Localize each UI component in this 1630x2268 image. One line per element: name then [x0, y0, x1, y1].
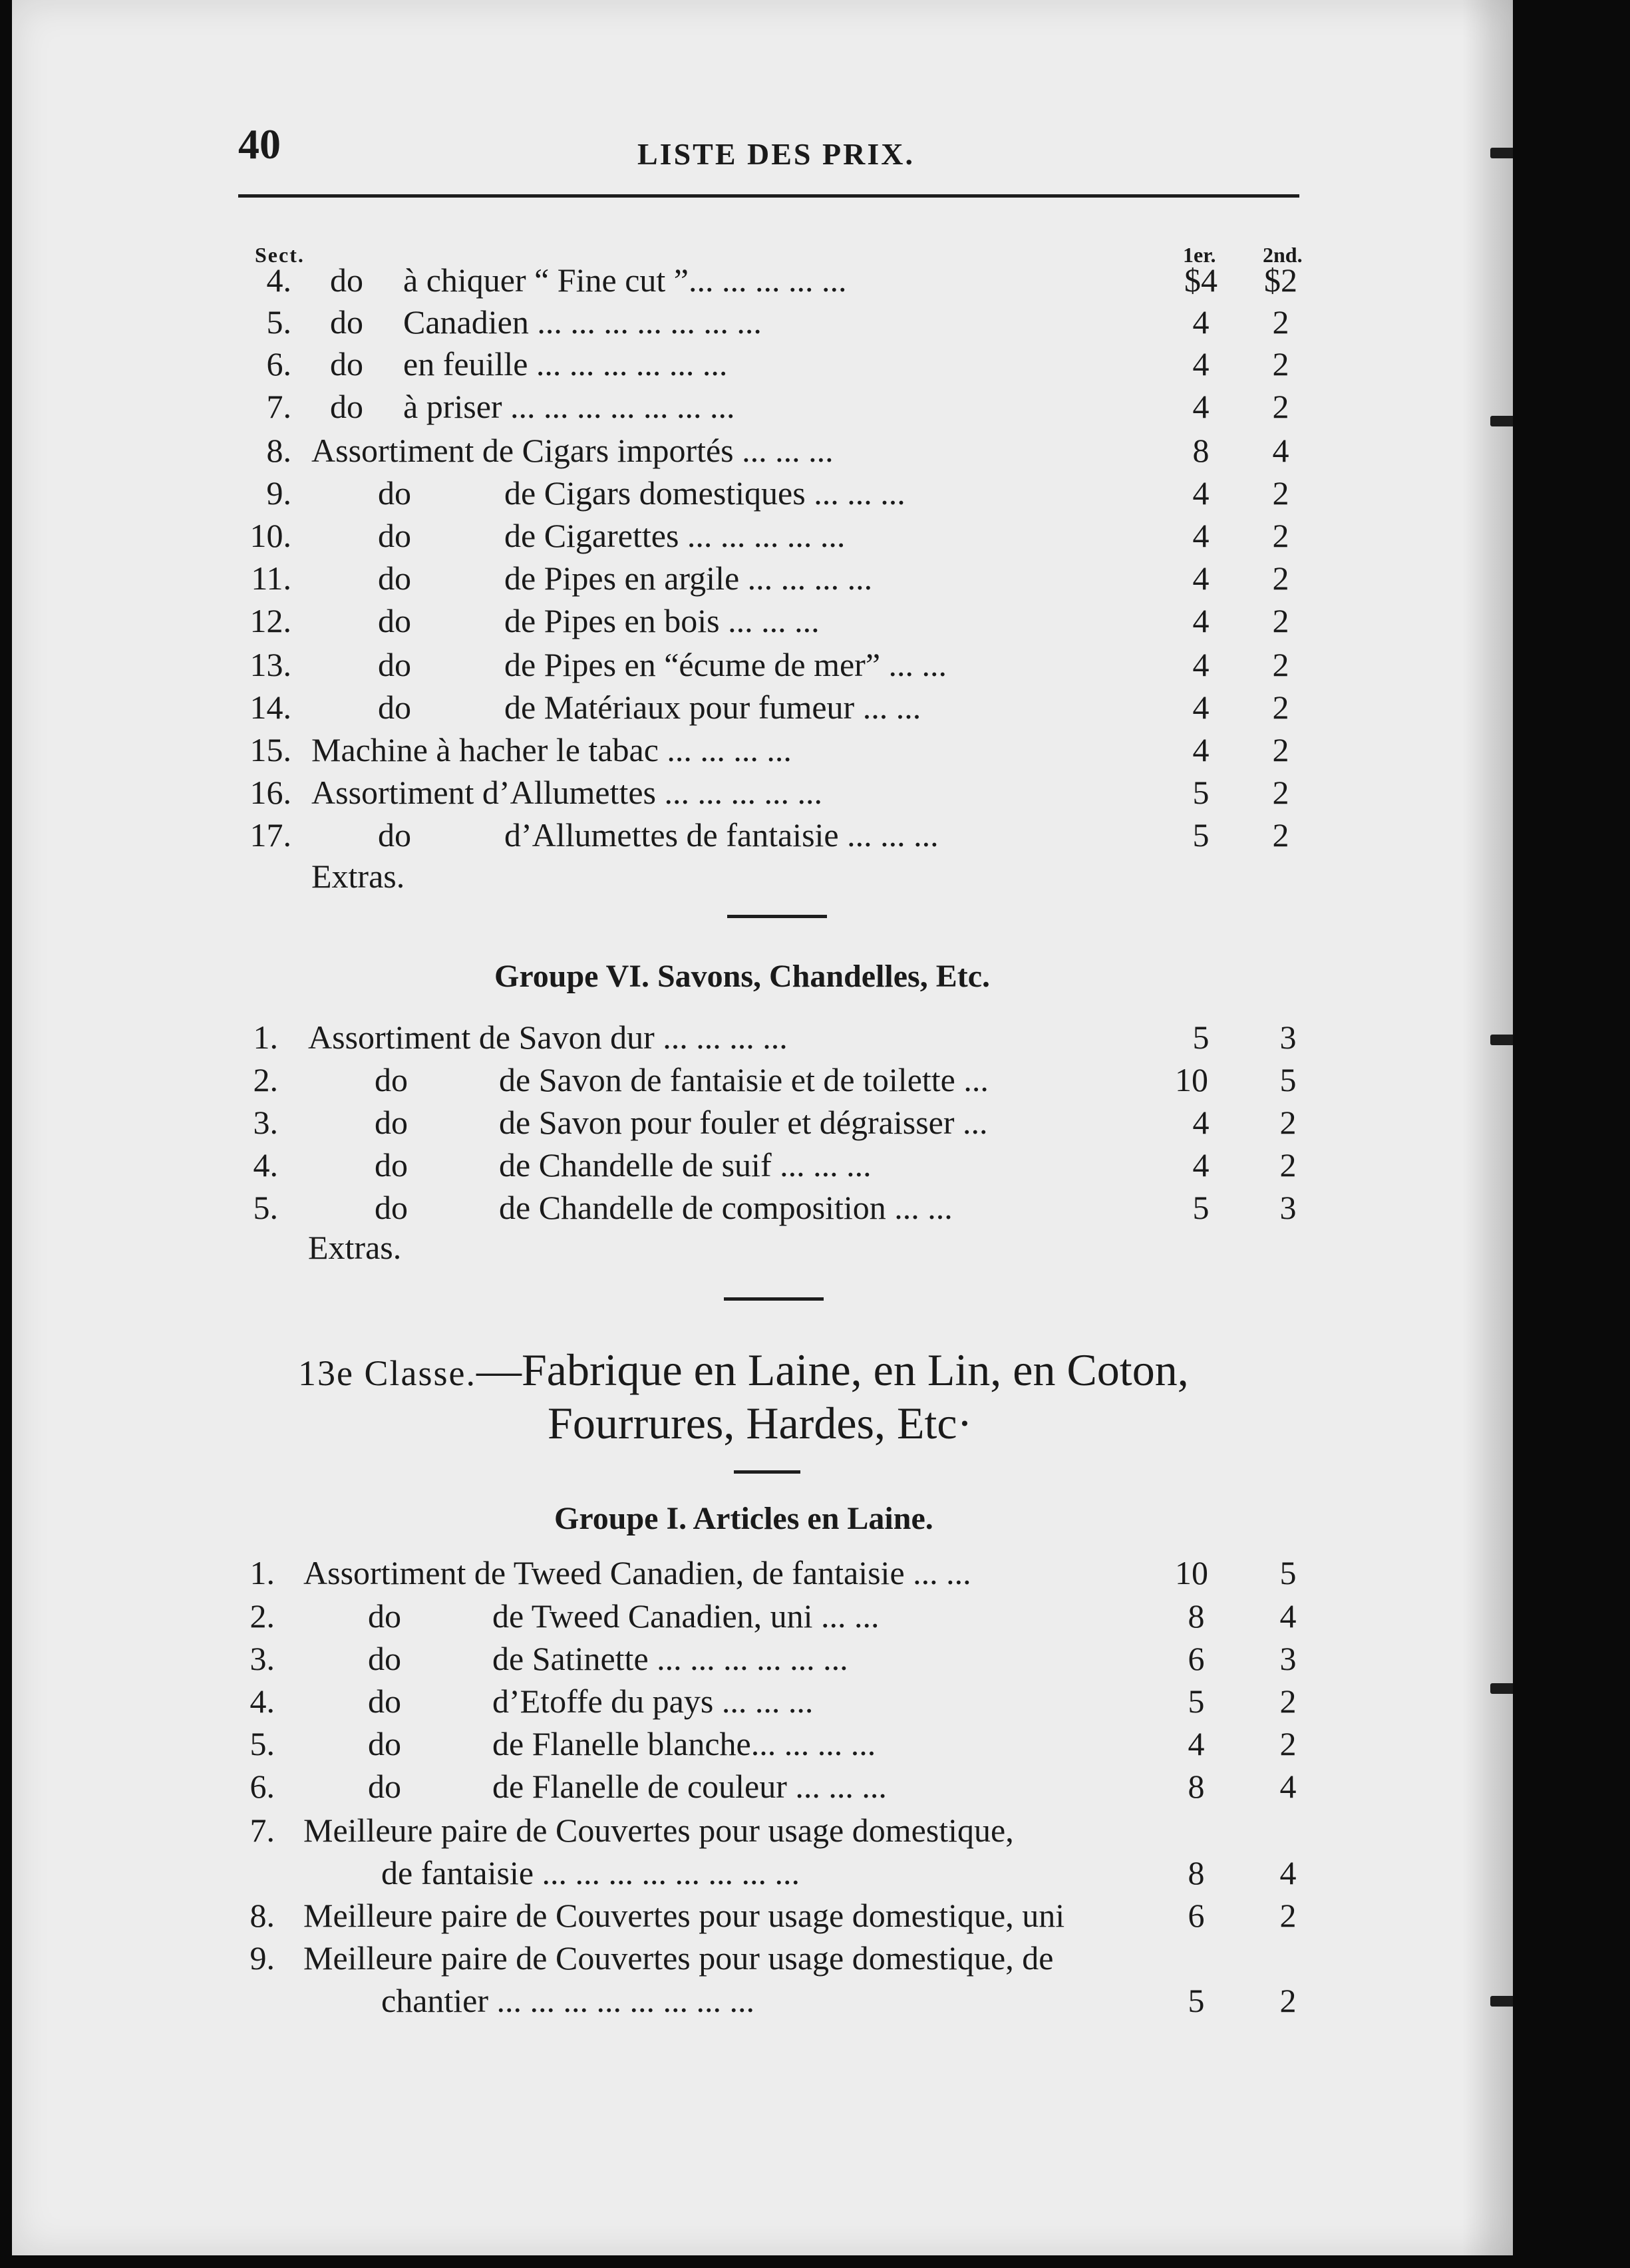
second-prize: 2: [1272, 474, 1289, 512]
second-prize: 2: [1272, 517, 1289, 554]
section-divider: [727, 915, 827, 918]
item-text: de Flanelle blanche... ... ... ...: [492, 1725, 876, 1762]
first-prize: 5: [1192, 1189, 1210, 1226]
list-item: [12, 1639, 1513, 1681]
item-number: 13.: [249, 646, 291, 683]
item-text: Canadien ... ... ... ... ... ... ...: [403, 303, 762, 341]
item-number: 8.: [266, 432, 291, 469]
ditto-mark: do: [378, 474, 411, 512]
item-text: de fantaisie ... ... ... ... ... ... ... ...: [381, 1854, 800, 1891]
class-title-line2: Fourrures, Hardes, Etc·: [548, 1398, 973, 1448]
list-item: [12, 303, 1513, 344]
second-prize: 2: [1279, 1725, 1297, 1762]
item-number: 4.: [266, 261, 291, 299]
ditto-mark: do: [375, 1104, 408, 1141]
item-text: Meilleure paire de Couvertes pour usage domestique, de: [303, 1939, 1054, 1977]
item-number: 7.: [249, 1812, 275, 1849]
second-prize: 2: [1272, 689, 1289, 726]
second-prize: 3: [1279, 1640, 1297, 1677]
first-prize: 4: [1192, 560, 1210, 597]
first-prize: 5: [1192, 774, 1210, 811]
second-prize: 4: [1272, 432, 1289, 469]
first-prize: 4: [1192, 517, 1210, 554]
list-item: [12, 1018, 1513, 1059]
first-prize: 8: [1188, 1597, 1205, 1635]
item-text: d’Etoffe du pays ... ... ...: [492, 1683, 814, 1720]
item-text: de Pipes en “écume de mer” ... ...: [504, 646, 947, 683]
second-prize: 4: [1279, 1768, 1297, 1805]
item-number: 14.: [249, 689, 291, 726]
list-item: [12, 1188, 1513, 1229]
list-item: [12, 1146, 1513, 1187]
list-item: [12, 261, 1513, 302]
item-text: de Pipes en bois ... ... ...: [504, 602, 820, 639]
first-prize: 8: [1188, 1854, 1205, 1891]
item-text: Meilleure paire de Couvertes pour usage domestique,: [303, 1812, 1014, 1849]
second-prize: 2: [1272, 602, 1289, 639]
running-head: LISTE DES PRIX.: [637, 137, 915, 171]
item-number: 17.: [249, 816, 291, 854]
class-prefix: 13e Classe.: [298, 1353, 476, 1393]
item-text: Assortiment d’Allumettes ... ... ... ... ...: [311, 774, 822, 811]
ditto-mark: do: [368, 1683, 401, 1720]
list-item: [12, 1103, 1513, 1144]
first-prize: 5: [1192, 1019, 1210, 1056]
first-prize: 4: [1192, 689, 1210, 726]
ditto-mark: do: [368, 1640, 401, 1677]
item-number: 7.: [266, 388, 291, 425]
list-item: [12, 345, 1513, 386]
item-number: 3.: [249, 1640, 275, 1677]
second-prize: 2: [1279, 1897, 1297, 1934]
item-text: Meilleure paire de Couvertes pour usage domestique, uni: [303, 1897, 1065, 1934]
first-prize: 4: [1192, 388, 1210, 425]
first-prize-column-label: 1er.: [1183, 243, 1216, 267]
class-title-line1: —Fabrique en Laine, en Lin, en Coton,: [476, 1345, 1189, 1395]
item-text: chantier ... ... ... ... ... ... ... ...: [381, 1982, 755, 2019]
item-text: de Matériaux pour fumeur ... ...: [504, 689, 921, 726]
ditto-mark: do: [368, 1597, 401, 1635]
item-number: 4.: [249, 1683, 275, 1720]
item-text: Assortiment de Savon dur ... ... ... ...: [308, 1019, 788, 1056]
first-prize: 10: [1175, 1554, 1208, 1591]
ditto-mark: do: [378, 646, 411, 683]
second-prize: 2: [1279, 1146, 1297, 1184]
second-prize: 2: [1272, 774, 1289, 811]
ditto-mark: do: [375, 1146, 408, 1184]
first-prize: 4: [1188, 1725, 1205, 1762]
item-number: 4.: [253, 1146, 278, 1184]
first-prize: 8: [1188, 1768, 1205, 1805]
second-prize: 2: [1272, 646, 1289, 683]
list-item: [12, 688, 1513, 729]
first-prize: 5: [1192, 816, 1210, 854]
item-number: 5.: [253, 1189, 278, 1226]
first-prize: 4: [1192, 474, 1210, 512]
item-number: 6.: [266, 345, 291, 383]
ditto-mark: do: [378, 517, 411, 554]
item-text: de Pipes en argile ... ... ... ...: [504, 560, 873, 597]
list-item: [12, 1060, 1513, 1102]
item-text: de Cigarettes ... ... ... ... ...: [504, 517, 846, 554]
list-item-continuation: [12, 1854, 1513, 1895]
ditto-mark: do: [368, 1768, 401, 1805]
list-item: [12, 1597, 1513, 1638]
item-number: 1.: [253, 1019, 278, 1056]
item-text: en feuille ... ... ... ... ... ...: [403, 345, 728, 383]
second-prize: 2: [1272, 731, 1289, 768]
extras-line: [12, 1228, 1513, 1269]
ditto-mark: do: [330, 303, 363, 341]
ditto-mark: do: [375, 1189, 408, 1226]
first-prize: 4: [1192, 345, 1210, 383]
item-number: 16.: [249, 774, 291, 811]
ditto-mark: do: [330, 388, 363, 425]
extras-label: Extras.: [308, 1229, 402, 1266]
list-item: [12, 387, 1513, 428]
item-text: de Satinette ... ... ... ... ... ...: [492, 1640, 848, 1677]
item-number: 2.: [249, 1597, 275, 1635]
second-prize: 5: [1279, 1554, 1297, 1591]
list-item-continuation: [12, 1981, 1513, 2023]
first-prize: 8: [1192, 432, 1210, 469]
item-number: 1.: [249, 1554, 275, 1591]
second-prize-column-label: 2nd.: [1263, 243, 1303, 267]
item-number: 3.: [253, 1104, 278, 1141]
item-text: de Flanelle de couleur ... ... ...: [492, 1768, 887, 1805]
second-prize: 2: [1279, 1683, 1297, 1720]
class-title: [298, 1344, 1189, 1396]
item-text: de Savon de fantaisie et de toilette ...: [499, 1061, 989, 1098]
item-text: de Tweed Canadien, uni ... ...: [492, 1597, 880, 1635]
list-item: [12, 1896, 1513, 1937]
header-rule: [238, 194, 1299, 198]
list-item: [12, 1682, 1513, 1723]
group-i-title: Groupe I. Articles en Laine.: [554, 1501, 933, 1536]
list-item: [12, 601, 1513, 643]
second-prize: 2: [1272, 303, 1289, 341]
page-number: 40: [238, 120, 281, 168]
item-number: 5.: [249, 1725, 275, 1762]
item-number: 9.: [266, 474, 291, 512]
list-item: [12, 645, 1513, 687]
first-prize: 4: [1192, 646, 1210, 683]
second-prize: 2: [1272, 388, 1289, 425]
ditto-mark: do: [378, 816, 411, 854]
item-text: de Chandelle de composition ... ...: [499, 1189, 953, 1226]
first-prize: 5: [1188, 1683, 1205, 1720]
second-prize: 2: [1279, 1104, 1297, 1141]
first-prize: 4: [1192, 1104, 1210, 1141]
ditto-mark: do: [330, 345, 363, 383]
item-text: de Savon pour fouler et dégraisser ...: [499, 1104, 988, 1141]
second-prize: 4: [1279, 1597, 1297, 1635]
list-item: [12, 474, 1513, 515]
extras-label: Extras.: [311, 858, 405, 895]
first-prize: 6: [1188, 1640, 1205, 1677]
item-text: à priser ... ... ... ... ... ... ...: [403, 388, 735, 425]
second-prize: 2: [1272, 816, 1289, 854]
first-prize: 4: [1192, 303, 1210, 341]
first-prize: 4: [1192, 731, 1210, 768]
ditto-mark: do: [368, 1725, 401, 1762]
group-vi-title: Groupe VI. Savons, Chandelles, Etc.: [494, 959, 991, 994]
list-item: [12, 516, 1513, 558]
ditto-mark: do: [375, 1061, 408, 1098]
ditto-mark: do: [330, 261, 363, 299]
item-text: Machine à hacher le tabac ... ... ... ...: [311, 731, 792, 768]
item-number: 11.: [251, 560, 291, 597]
first-prize: $4: [1184, 261, 1218, 299]
stitch-mark: [1490, 148, 1513, 158]
section-divider: [734, 1470, 800, 1474]
second-prize: 3: [1279, 1019, 1297, 1056]
list-item: [12, 559, 1513, 600]
second-prize: $2: [1264, 261, 1297, 299]
second-prize: 2: [1279, 1982, 1297, 2019]
first-prize: 4: [1192, 1146, 1210, 1184]
item-number: 2.: [253, 1061, 278, 1098]
item-number: 9.: [249, 1939, 275, 1977]
item-text: de Cigars domestiques ... ... ...: [504, 474, 905, 512]
list-item: [12, 773, 1513, 814]
item-text: d’Allumettes de fantaisie ... ... ...: [504, 816, 939, 854]
list-item: [12, 1939, 1513, 1980]
item-number: 12.: [249, 602, 291, 639]
first-prize: 5: [1188, 1982, 1205, 2019]
second-prize: 5: [1279, 1061, 1297, 1098]
item-text: Assortiment de Tweed Canadien, de fantaisie ... ...: [303, 1554, 971, 1591]
item-text: Assortiment de Cigars importés ... ... ...: [311, 432, 834, 469]
list-item: [12, 1767, 1513, 1808]
document-page: [12, 0, 1513, 2255]
item-number: 8.: [249, 1897, 275, 1934]
item-text: à chiquer “ Fine cut ”... ... ... ... ...: [403, 261, 847, 299]
first-prize: 10: [1175, 1061, 1208, 1098]
list-item: [12, 730, 1513, 772]
item-number: 6.: [249, 1768, 275, 1805]
item-number: 10.: [249, 517, 291, 554]
list-item: [12, 1724, 1513, 1766]
list-item: [12, 816, 1513, 857]
first-prize: 6: [1188, 1897, 1205, 1934]
item-number: 15.: [249, 731, 291, 768]
second-prize: 3: [1279, 1189, 1297, 1226]
ditto-mark: do: [378, 602, 411, 639]
list-item: [12, 1553, 1513, 1595]
extras-line: [12, 857, 1513, 898]
item-text: de Chandelle de suif ... ... ...: [499, 1146, 872, 1184]
ditto-mark: do: [378, 560, 411, 597]
sect-column-label: Sect.: [255, 243, 305, 267]
ditto-mark: do: [378, 689, 411, 726]
first-prize: 4: [1192, 602, 1210, 639]
list-item: [12, 1811, 1513, 1852]
second-prize: 2: [1272, 345, 1289, 383]
list-item: [12, 431, 1513, 472]
item-number: 5.: [266, 303, 291, 341]
second-prize: 4: [1279, 1854, 1297, 1891]
section-divider: [724, 1297, 824, 1301]
second-prize: 2: [1272, 560, 1289, 597]
